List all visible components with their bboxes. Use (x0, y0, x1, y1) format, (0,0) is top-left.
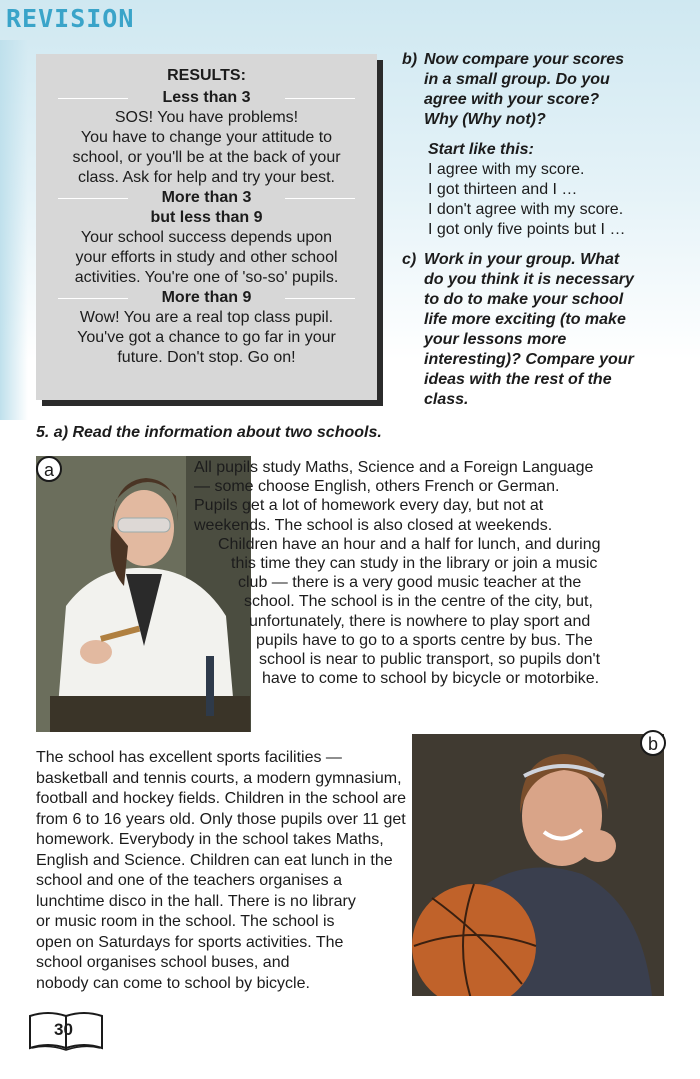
task-c-line: class. (424, 391, 469, 408)
results-heading: Less than 3 (36, 88, 377, 108)
school-a-line: — some choose English, others French or German. (194, 478, 560, 496)
photo-a-badge: a (36, 456, 62, 482)
results-line: school, or you'll be at the back of your (72, 149, 341, 166)
school-b-line: school and one of the teachers organises a (36, 872, 342, 889)
start-line: I got thirteen and I … (428, 181, 578, 198)
school-b-line: The school has excellent sports facilities — (36, 749, 342, 766)
task-c-line: do you think it is necessary (424, 271, 634, 288)
school-b-line: football and hockey fields. Children in the school are (36, 790, 406, 807)
school-a-line: All pupils study Maths, Science and a Foreign Language (194, 459, 594, 476)
task-b-line: Now compare your scores (424, 51, 625, 68)
school-a-line: unfortunately, there is nowhere to play sport and (249, 612, 591, 630)
task-b-line: Why (Why not)? (424, 111, 546, 128)
school-a-line: Pupils get a lot of homework every day, but not at (194, 497, 544, 515)
school-a-line: weekends. The school is also closed at weekends. (194, 516, 553, 534)
photo-b-badge: b (640, 730, 666, 756)
task-c (402, 250, 677, 410)
start-like-this (428, 140, 625, 240)
results-heading: but less than 9 (150, 209, 263, 226)
school-b-line: lunchtime disco in the hall. There is no library (36, 892, 356, 910)
school-b-line: from 6 to 16 years old. Only those pupils over 11 get (36, 810, 406, 828)
school-b-line: English and Science. Children can eat lunch in the (36, 851, 393, 869)
school-b-line: basketball and tennis courts, a modern gymnasium, (36, 769, 402, 787)
school-b-text (36, 748, 406, 994)
results-line: class. Ask for help and try your best. (77, 169, 335, 186)
task-b-line: in a small group. Do you (424, 71, 610, 88)
start-line: I agree with my score. (428, 161, 585, 178)
results-heading: More than 3 (36, 188, 377, 208)
page-number (26, 1008, 106, 1052)
school-a-line: pupils have to go to a sports centre by bus. The (256, 631, 593, 649)
photo-school-b (412, 734, 664, 996)
school-b-line: school organises school buses, and (36, 954, 290, 971)
results-line: Your school success depends upon (80, 229, 333, 246)
exercise-5-title: 5. a) Read the information about two schools. (36, 424, 382, 441)
task-c-line: Work in your group. What (424, 251, 620, 268)
school-b-line: open on Saturdays for sports activities. The (36, 933, 344, 951)
task-c-line: your lessons more (424, 331, 567, 348)
start-label: Start like this: (428, 141, 534, 158)
start-line: I don't agree with my score. (428, 201, 624, 218)
task-c-letter: c) (402, 251, 417, 268)
results-line: future. Don't stop. Go on! (117, 349, 296, 366)
school-a-line: school is near to public transport, so pupils don't (259, 651, 601, 668)
results-line: You have to change your attitude to (80, 129, 333, 146)
results-heading: More than 9 (36, 288, 377, 308)
basketball-student-illustration (412, 734, 664, 996)
task-b (402, 50, 672, 130)
school-a-line: club — there is a very good music teacher at the (238, 574, 582, 592)
school-a-line: Children have an hour and a half for lunch, and during (218, 535, 601, 553)
task-c-line: life more exciting (to make (424, 311, 626, 328)
school-a-line: school. The school is in the centre of the city, but, (244, 593, 593, 611)
start-line: I got only five points but I … (428, 221, 626, 238)
school-a-line: this time they can study in the library or join a music (231, 555, 598, 572)
results-title: RESULTS: (167, 67, 246, 84)
task-c-line: ideas with the rest of the (424, 371, 612, 388)
section-header: REVISION (6, 4, 135, 33)
school-b-line: nobody can come to school by bicycle. (36, 974, 310, 992)
task-b-line: agree with your score? (424, 91, 600, 108)
results-box (36, 54, 377, 400)
results-line: Wow! You are a real top class pupil. (79, 309, 334, 326)
task-b-letter: b) (402, 51, 418, 68)
school-a-line: have to come to school by bicycle or motorbike. (262, 670, 600, 688)
task-c-line: to do to make your school (424, 291, 624, 308)
task-c-line: interesting)? Compare your (424, 351, 634, 368)
page-number-text: 30 (54, 1020, 73, 1039)
results-line: You've got a chance to go far in your (77, 329, 336, 346)
results-line: your efforts in study and other school (75, 249, 338, 266)
school-b-line: or music room in the school. The school is (36, 913, 335, 930)
results-line: activities. You're one of 'so-so' pupils. (74, 269, 339, 286)
school-b-line: homework. Everybody in the school takes Maths, (36, 831, 384, 848)
decorative-strip (0, 40, 28, 420)
results-line: SOS! You have problems! (114, 109, 299, 126)
